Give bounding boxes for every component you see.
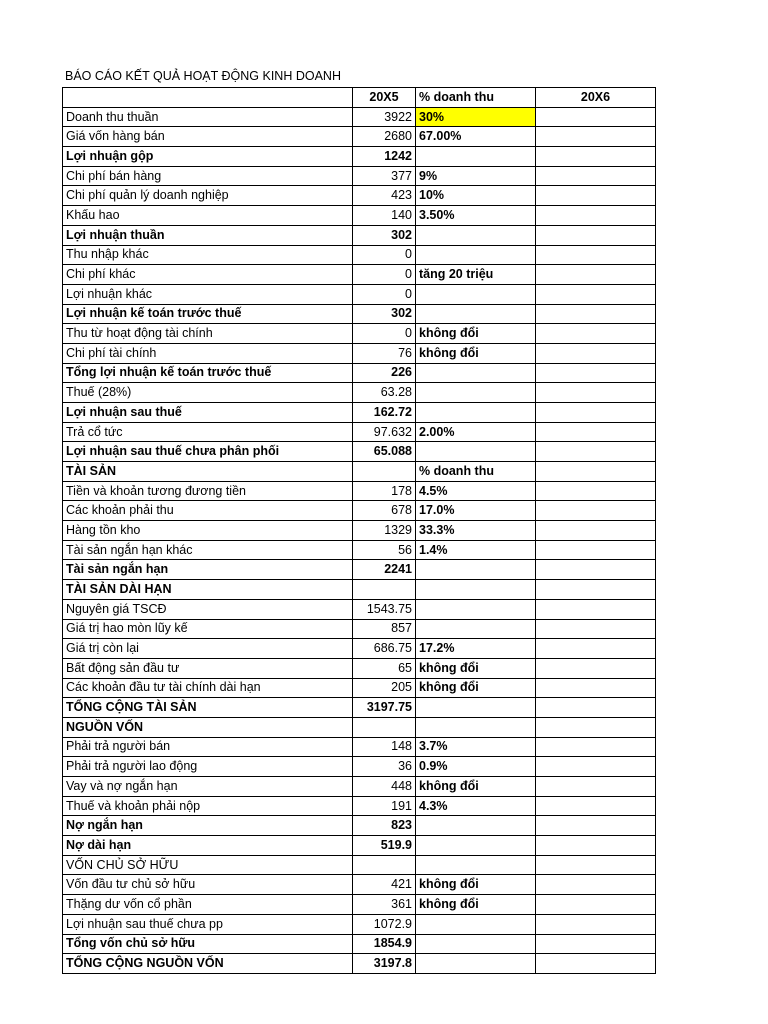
row-percent-cell[interactable]: không đổi [416,324,536,344]
row-percent-cell[interactable]: 17.0% [416,501,536,521]
row-label-cell[interactable]: Doanh thu thuần [63,107,353,127]
row-value-cell[interactable]: 76 [353,343,416,363]
row-percent-cell[interactable]: không đổi [416,777,536,797]
row-label-cell[interactable]: Thu nhập khác [63,245,353,265]
table-row [63,206,656,226]
row-next-year-cell[interactable] [536,383,656,403]
row-value-cell[interactable]: 148 [353,737,416,757]
table-row [63,954,656,974]
row-next-year-cell[interactable] [536,245,656,265]
row-next-year-cell[interactable] [536,934,656,954]
row-next-year-cell[interactable] [536,816,656,836]
table-row [63,717,656,737]
row-next-year-cell[interactable] [536,875,656,895]
table-row [63,855,656,875]
row-value-cell[interactable]: 678 [353,501,416,521]
row-value-cell[interactable]: 1854.9 [353,934,416,954]
table-row [63,737,656,757]
row-label-cell[interactable]: Nguyên giá TSCĐ [63,599,353,619]
row-percent-cell[interactable] [416,954,536,974]
table-row [63,265,656,285]
row-value-cell[interactable]: 0 [353,245,416,265]
row-percent-cell[interactable]: không đổi [416,895,536,915]
row-next-year-cell[interactable] [536,777,656,797]
table-row [63,225,656,245]
row-next-year-cell[interactable] [536,580,656,600]
table-row [63,383,656,403]
table-row [63,521,656,541]
income-header-row [63,88,656,108]
row-percent-cell[interactable]: 2.00% [416,422,536,442]
table-row [63,166,656,186]
row-value-cell[interactable]: 361 [353,895,416,915]
table-row [63,343,656,363]
row-percent-cell[interactable]: 4.3% [416,796,536,816]
row-value-cell[interactable]: 857 [353,619,416,639]
row-label-cell[interactable]: Tổng vốn chủ sở hữu [63,934,353,954]
row-label-cell[interactable]: TỔNG CỘNG NGUỒN VỐN [63,954,353,974]
row-percent-cell[interactable] [416,245,536,265]
table-row [63,363,656,383]
row-percent-cell[interactable]: 9% [416,166,536,186]
row-value-cell[interactable]: 205 [353,678,416,698]
row-next-year-cell[interactable] [536,127,656,147]
row-value-cell[interactable]: 226 [353,363,416,383]
header-cell[interactable]: % doanh thu [416,88,536,108]
table-row [63,934,656,954]
row-value-cell[interactable]: 162.72 [353,403,416,423]
row-next-year-cell[interactable] [536,403,656,423]
row-label-cell[interactable]: Bất động sản đầu tư [63,658,353,678]
row-next-year-cell[interactable] [536,363,656,383]
row-value-cell[interactable]: 3197.75 [353,698,416,718]
row-label-cell[interactable]: Thặng dư vốn cổ phần [63,895,353,915]
header-cell[interactable] [63,88,353,108]
row-label-cell[interactable]: Lợi nhuận kế toán trước thuế [63,304,353,324]
row-percent-cell[interactable] [416,836,536,856]
table-row [63,914,656,934]
table-row [63,186,656,206]
row-value-cell[interactable]: 1072.9 [353,914,416,934]
row-value-cell[interactable]: 65 [353,658,416,678]
row-percent-cell[interactable] [416,383,536,403]
row-percent-cell[interactable] [416,580,536,600]
table-row [63,304,656,324]
row-percent-cell[interactable] [416,304,536,324]
row-percent-cell[interactable] [416,816,536,836]
row-value-cell[interactable]: 421 [353,875,416,895]
row-percent-cell[interactable]: 33.3% [416,521,536,541]
table-row [63,875,656,895]
row-value-cell[interactable]: 3922 [353,107,416,127]
table-row [63,836,656,856]
row-label-cell[interactable]: Hàng tồn kho [63,521,353,541]
row-next-year-cell[interactable] [536,166,656,186]
row-percent-cell[interactable]: 3.7% [416,737,536,757]
row-value-cell[interactable]: 686.75 [353,639,416,659]
row-next-year-cell[interactable] [536,757,656,777]
header-cell[interactable] [536,462,656,482]
row-percent-cell[interactable]: 3.50% [416,206,536,226]
row-next-year-cell[interactable] [536,304,656,324]
income-statement-table [62,87,656,462]
row-label-cell[interactable]: Chi phí bán hàng [63,166,353,186]
row-label-cell[interactable]: VỐN CHỦ SỞ HỮU [63,855,353,875]
row-percent-cell[interactable]: 1.4% [416,540,536,560]
row-label-cell[interactable]: NGUỒN VỐN [63,717,353,737]
table-row [63,895,656,915]
row-percent-cell[interactable]: 67.00% [416,127,536,147]
row-value-cell[interactable]: 448 [353,777,416,797]
table-row [63,678,656,698]
row-next-year-cell[interactable] [536,324,656,344]
row-value-cell[interactable]: 2241 [353,560,416,580]
row-percent-cell[interactable]: không đổi [416,343,536,363]
table-row [63,796,656,816]
row-next-year-cell[interactable] [536,855,656,875]
row-label-cell[interactable]: Lợi nhuận gộp [63,147,353,167]
row-value-cell[interactable] [353,717,416,737]
balance-header-row [63,462,656,482]
row-percent-cell[interactable] [416,717,536,737]
row-next-year-cell[interactable] [536,442,656,462]
table-row [63,442,656,462]
row-percent-cell[interactable]: 10% [416,186,536,206]
row-label-cell[interactable]: Lợi nhuận sau thuế chưa pp [63,914,353,934]
row-percent-cell[interactable] [416,225,536,245]
row-percent-cell[interactable] [416,147,536,167]
table-row [63,422,656,442]
row-percent-cell[interactable] [416,855,536,875]
row-label-cell[interactable]: Vay và nợ ngắn hạn [63,777,353,797]
table-row [63,540,656,560]
table-row [63,107,656,127]
table-row [63,639,656,659]
row-next-year-cell[interactable] [536,225,656,245]
row-next-year-cell[interactable] [536,619,656,639]
row-label-cell[interactable]: TỔNG CỘNG TÀI SẢN [63,698,353,718]
row-value-cell[interactable]: 423 [353,186,416,206]
header-cell[interactable] [353,462,416,482]
row-next-year-cell[interactable] [536,422,656,442]
row-label-cell[interactable]: Lợi nhuận sau thuế [63,403,353,423]
row-next-year-cell[interactable] [536,698,656,718]
row-label-cell[interactable]: Giá vốn hàng bán [63,127,353,147]
row-next-year-cell[interactable] [536,717,656,737]
row-value-cell[interactable]: 36 [353,757,416,777]
row-value-cell[interactable]: 63.28 [353,383,416,403]
row-value-cell[interactable] [353,580,416,600]
row-percent-cell[interactable]: không đổi [416,658,536,678]
table-row [63,816,656,836]
report-title: BÁO CÁO KẾT QUẢ HOẠT ĐỘNG KINH DOANH [65,69,341,83]
table-row [63,403,656,423]
row-percent-cell[interactable] [416,560,536,580]
row-next-year-cell[interactable] [536,540,656,560]
row-value-cell[interactable]: 140 [353,206,416,226]
row-label-cell[interactable]: TÀI SẢN DÀI HẠN [63,580,353,600]
table-row [63,599,656,619]
row-label-cell[interactable]: Lợi nhuận khác [63,284,353,304]
header-cell[interactable]: % doanh thu [416,462,536,482]
table-row [63,481,656,501]
row-next-year-cell[interactable] [536,914,656,934]
row-label-cell[interactable]: Giá trị còn lại [63,639,353,659]
row-value-cell[interactable]: 191 [353,796,416,816]
row-value-cell[interactable]: 519.9 [353,836,416,856]
balance-sheet-table [62,461,656,974]
row-value-cell[interactable]: 2680 [353,127,416,147]
row-percent-cell[interactable] [416,914,536,934]
row-label-cell[interactable]: Nợ ngắn hạn [63,816,353,836]
row-label-cell[interactable]: Lợi nhuận thuần [63,225,353,245]
row-percent-cell[interactable] [416,284,536,304]
row-next-year-cell[interactable] [536,836,656,856]
row-percent-cell[interactable]: 17.2% [416,639,536,659]
table-row [63,560,656,580]
row-percent-cell[interactable]: không đổi [416,875,536,895]
row-value-cell[interactable]: 56 [353,540,416,560]
row-label-cell[interactable]: Thu từ hoạt động tài chính [63,324,353,344]
row-label-cell[interactable]: Thuế và khoản phải nộp [63,796,353,816]
header-cell[interactable]: 20X6 [536,88,656,108]
row-next-year-cell[interactable] [536,521,656,541]
row-label-cell[interactable]: Tiền và khoản tương đương tiền [63,481,353,501]
header-cell[interactable]: TÀI SẢN [63,462,353,482]
row-value-cell[interactable]: 0 [353,265,416,285]
row-next-year-cell[interactable] [536,206,656,226]
row-label-cell[interactable]: Giá trị hao mòn lũy kế [63,619,353,639]
row-percent-cell[interactable] [416,934,536,954]
row-label-cell[interactable]: Chi phí tài chính [63,343,353,363]
row-value-cell[interactable]: 302 [353,225,416,245]
row-next-year-cell[interactable] [536,265,656,285]
row-label-cell[interactable]: Trả cổ tức [63,422,353,442]
table-row [63,147,656,167]
row-percent-cell[interactable] [416,619,536,639]
header-cell[interactable]: 20X5 [353,88,416,108]
row-value-cell[interactable]: 97.632 [353,422,416,442]
row-percent-cell[interactable]: 30% [416,107,536,127]
table-row [63,284,656,304]
row-percent-cell[interactable]: 4.5% [416,481,536,501]
row-percent-cell[interactable] [416,599,536,619]
row-percent-cell[interactable]: không đổi [416,678,536,698]
row-value-cell[interactable]: 3197.8 [353,954,416,974]
row-next-year-cell[interactable] [536,796,656,816]
row-label-cell[interactable]: Chi phí khác [63,265,353,285]
row-next-year-cell[interactable] [536,658,656,678]
row-percent-cell[interactable]: tăng 20 triệu [416,265,536,285]
table-row [63,245,656,265]
table-row [63,324,656,344]
row-label-cell[interactable]: Vốn đầu tư chủ sở hữu [63,875,353,895]
row-next-year-cell[interactable] [536,284,656,304]
row-next-year-cell[interactable] [536,481,656,501]
row-label-cell[interactable]: Tổng lợi nhuận kế toán trước thuế [63,363,353,383]
row-next-year-cell[interactable] [536,147,656,167]
row-percent-cell[interactable] [416,403,536,423]
row-label-cell[interactable]: Phải trả người lao động [63,757,353,777]
row-label-cell[interactable]: Phải trả người bán [63,737,353,757]
row-next-year-cell[interactable] [536,599,656,619]
row-label-cell[interactable]: Lợi nhuận sau thuế chưa phân phối [63,442,353,462]
row-next-year-cell[interactable] [536,954,656,974]
row-percent-cell[interactable] [416,698,536,718]
row-label-cell[interactable]: Các khoản đầu tư tài chính dài hạn [63,678,353,698]
row-label-cell[interactable]: Thuế (28%) [63,383,353,403]
row-next-year-cell[interactable] [536,895,656,915]
row-label-cell[interactable]: Nợ dài hạn [63,836,353,856]
row-label-cell[interactable]: Chi phí quản lý doanh nghiệp [63,186,353,206]
row-value-cell[interactable]: 1329 [353,521,416,541]
row-next-year-cell[interactable] [536,678,656,698]
row-percent-cell[interactable] [416,363,536,383]
row-next-year-cell[interactable] [536,560,656,580]
table-row [63,698,656,718]
row-value-cell[interactable]: 302 [353,304,416,324]
row-value-cell[interactable]: 1543.75 [353,599,416,619]
row-label-cell[interactable]: Các khoản phải thu [63,501,353,521]
row-value-cell[interactable]: 377 [353,166,416,186]
row-next-year-cell[interactable] [536,639,656,659]
table-row [63,501,656,521]
table-row [63,658,656,678]
row-label-cell[interactable]: Tài sản ngắn hạn khác [63,540,353,560]
row-value-cell[interactable]: 65.088 [353,442,416,462]
row-percent-cell[interactable]: 0.9% [416,757,536,777]
row-value-cell[interactable]: 823 [353,816,416,836]
table-row [63,580,656,600]
table-row [63,777,656,797]
row-next-year-cell[interactable] [536,343,656,363]
row-label-cell[interactable]: Khấu hao [63,206,353,226]
row-next-year-cell[interactable] [536,107,656,127]
row-value-cell[interactable] [353,855,416,875]
table-row [63,127,656,147]
row-next-year-cell[interactable] [536,186,656,206]
table-row [63,619,656,639]
row-value-cell[interactable]: 0 [353,324,416,344]
table-row [63,757,656,777]
row-next-year-cell[interactable] [536,737,656,757]
row-percent-cell[interactable] [416,442,536,462]
row-next-year-cell[interactable] [536,501,656,521]
row-value-cell[interactable]: 178 [353,481,416,501]
row-label-cell[interactable]: Tài sản ngắn hạn [63,560,353,580]
row-value-cell[interactable]: 0 [353,284,416,304]
row-value-cell[interactable]: 1242 [353,147,416,167]
